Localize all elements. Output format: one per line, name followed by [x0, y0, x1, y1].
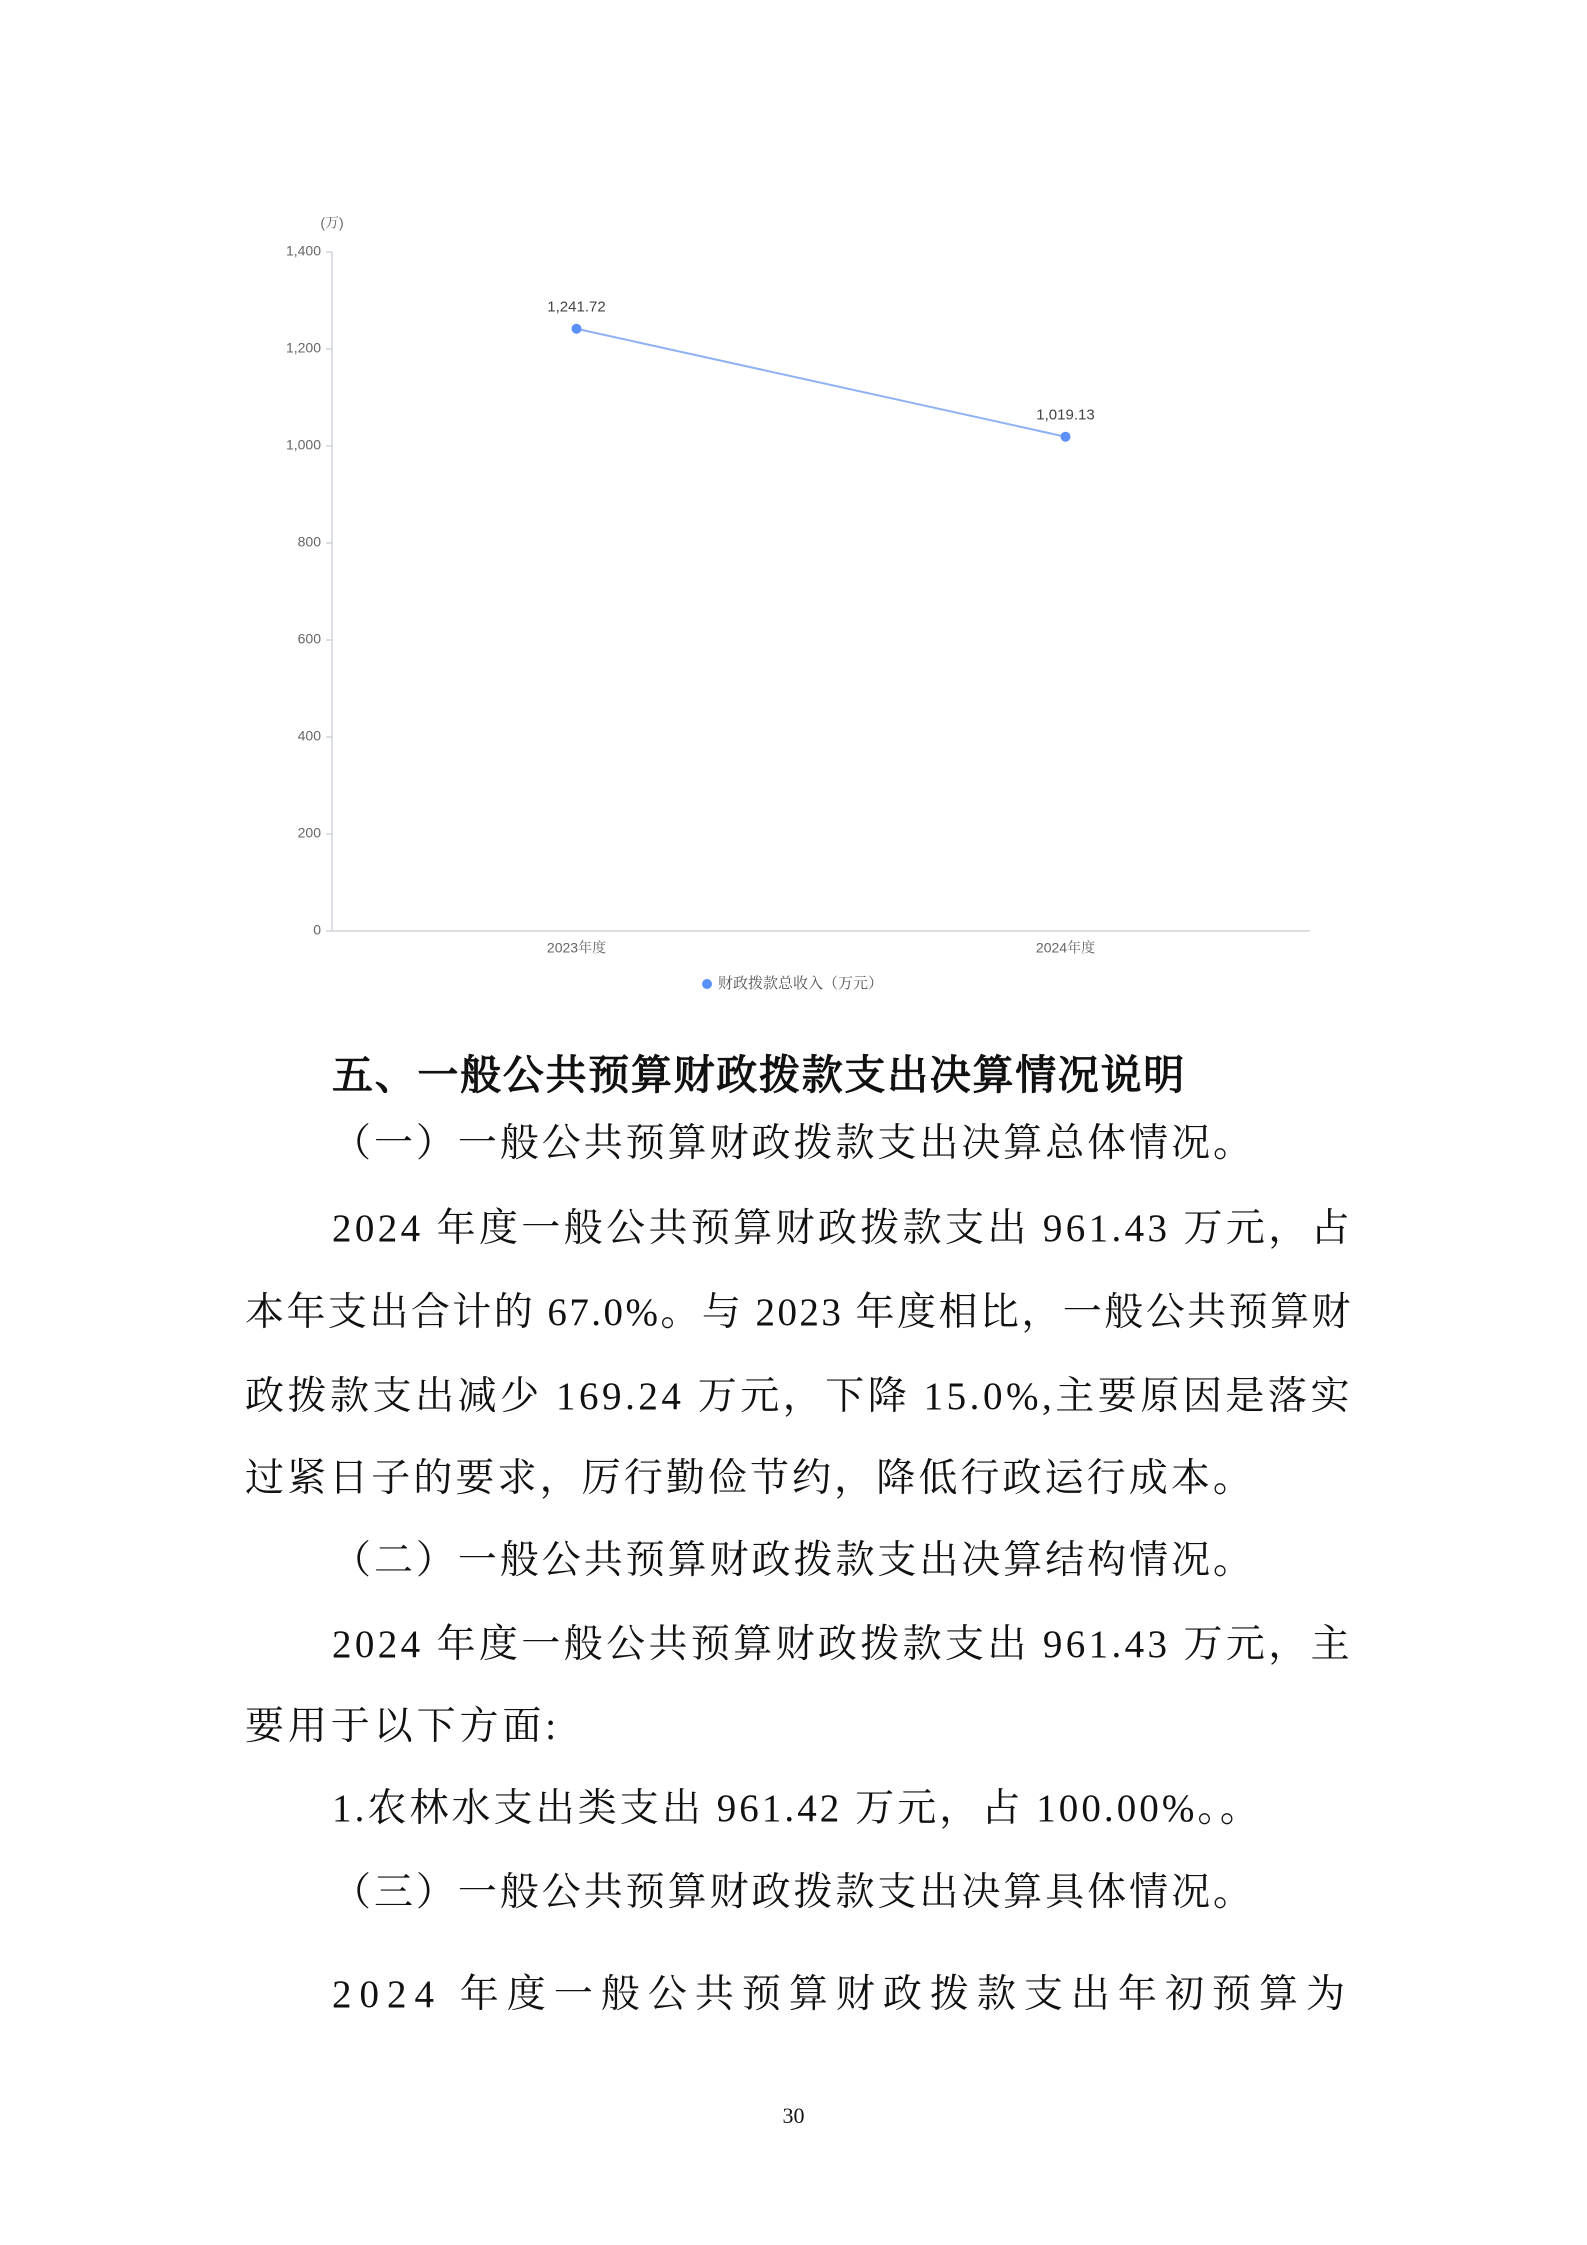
data-label: 1,241.72	[547, 298, 606, 316]
y-tick-label: 400	[297, 727, 321, 744]
y-tick-label: 1,000	[285, 436, 321, 453]
paragraph-line: 过紧日子的要求，厉行勤俭节约，降低行政运行成本。	[245, 1457, 1255, 1500]
x-tick-label: 2023年度	[546, 939, 607, 956]
paragraph-line: 要用于以下方面:	[245, 1705, 560, 1748]
page-number: 30	[782, 2103, 805, 2128]
y-tick-label: 200	[297, 824, 321, 841]
paragraph-line: 2024 年度一般公共预算财政拨款支出年初预算为	[332, 1973, 1353, 2016]
series-line	[577, 329, 1066, 437]
section-heading: 五、一般公共预算财政拨款支出决算情况说明	[332, 1051, 1186, 1099]
y-tick-label: 600	[297, 630, 321, 647]
y-tick-label: 800	[297, 533, 321, 550]
legend-marker	[702, 979, 712, 989]
y-axis-unit-label: (万)	[320, 214, 344, 231]
revenue-line-chart	[0, 0, 1587, 1010]
paragraph-line: 本年支出合计的 67.0%。与 2023 年度相比，一般公共预算财	[245, 1291, 1353, 1334]
data-point	[1061, 432, 1071, 442]
paragraph-line: 政拨款支出减少 169.24 万元，下降 15.0%,主要原因是落实	[245, 1375, 1353, 1418]
paragraph-line: 2024 年度一般公共预算财政拨款支出 961.43 万元，占	[332, 1207, 1353, 1250]
data-point	[572, 324, 582, 334]
data-label: 1,019.13	[1036, 406, 1095, 424]
paragraph-line: 2024 年度一般公共预算财政拨款支出 961.43 万元，主	[332, 1623, 1353, 1666]
legend-label: 财政拨款总收入（万元）	[718, 974, 884, 992]
y-tick-label: 0	[313, 921, 321, 938]
list-item: 1.农林水支出类支出 961.42 万元，占 100.00%。。	[332, 1787, 1262, 1830]
x-tick-label: 2024年度	[1035, 939, 1096, 956]
y-tick-label: 1,200	[285, 339, 321, 356]
subsection-title-1: （一）一般公共预算财政拨款支出决算总体情况。	[332, 1122, 1255, 1165]
subsection-title-2: （二）一般公共预算财政拨款支出决算结构情况。	[332, 1539, 1255, 1582]
y-tick-label: 1,400	[285, 242, 321, 259]
subsection-title-3: （三）一般公共预算财政拨款支出决算具体情况。	[332, 1871, 1255, 1914]
